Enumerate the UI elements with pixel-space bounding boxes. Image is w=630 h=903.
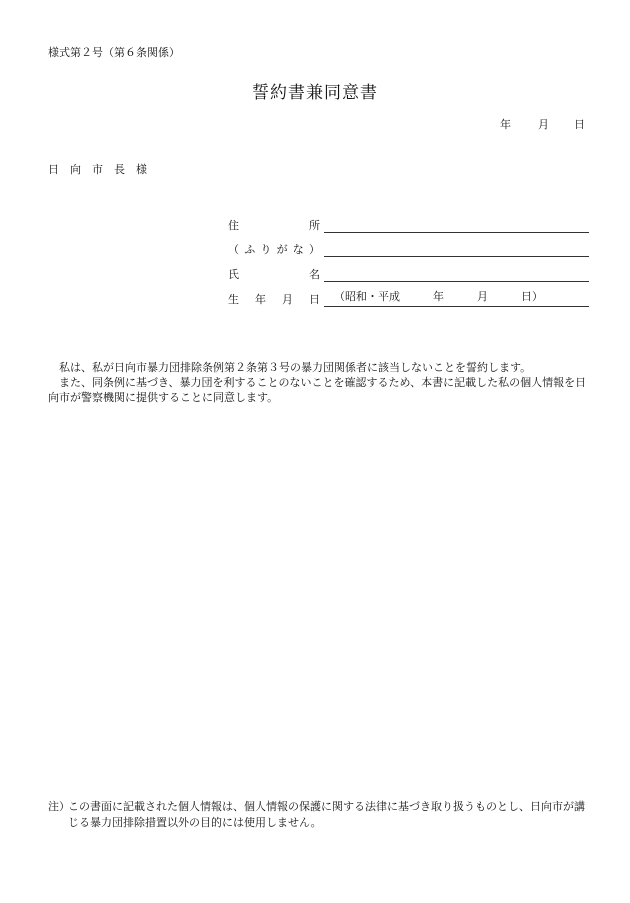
footnote-label: 注）: [48, 800, 70, 813]
birthdate-label-char: 日: [309, 293, 320, 306]
furigana-label-char: ふ: [244, 243, 256, 256]
furigana-label: [228, 241, 320, 257]
furigana-label-char: （: [228, 243, 239, 256]
birthdate-value: （昭和・平成 年 月 日）: [334, 290, 543, 303]
name-field[interactable]: [324, 266, 589, 282]
pledge-paragraph-1: [48, 360, 588, 375]
furigana-label-char: な: [292, 243, 304, 256]
date-month-label: 月: [538, 118, 549, 131]
date-row: [500, 116, 585, 132]
birthdate-label: [228, 291, 320, 307]
form-number: 様式第２号（第６条関係）: [48, 46, 180, 59]
pledge-paragraph-2-text: また、同条例に基づき、暴力団を利することのないことを確認するため、本書に記載した私の個人情報を日向市が警察機関に提供することに同意します。: [48, 376, 587, 404]
footnote-text: この書面に記載された個人情報は、個人情報の保護に関する法律に基づき取り扱うものとし、日向市が講じる暴力団排除措置以外の目的には使用しません。: [68, 800, 585, 829]
address-label-char: 住: [228, 219, 239, 232]
birthdate-label-char: 年: [255, 293, 266, 306]
date-year-label: 年: [500, 118, 511, 131]
pledge-body: [48, 360, 588, 405]
furigana-label-char: ）: [308, 243, 320, 256]
furigana-field[interactable]: [324, 241, 589, 257]
document-title: 誓約書兼同意書: [252, 83, 378, 103]
pledge-paragraph-2: [48, 375, 588, 405]
addressee: 日 向 市 長 様: [48, 163, 147, 176]
birthdate-label-char: 月: [282, 293, 293, 306]
furigana-label-char: り: [260, 243, 272, 256]
furigana-label-char: が: [276, 243, 288, 256]
name-label-char: 氏: [228, 268, 239, 281]
address-field[interactable]: [324, 217, 589, 233]
name-label-char: 名: [309, 268, 320, 281]
birthdate-field[interactable]: [324, 291, 589, 307]
address-label: [228, 217, 320, 233]
footnote: [48, 799, 593, 831]
address-label-char: 所: [309, 219, 320, 232]
name-label: [228, 266, 320, 282]
date-day-label: 日: [574, 118, 585, 131]
pledge-paragraph-1-text: 私は、私が日向市暴力団排除条例第２条第３号の暴力団関係者に該当しないことを誓約します。: [59, 361, 532, 374]
birthdate-label-char: 生: [228, 293, 239, 306]
